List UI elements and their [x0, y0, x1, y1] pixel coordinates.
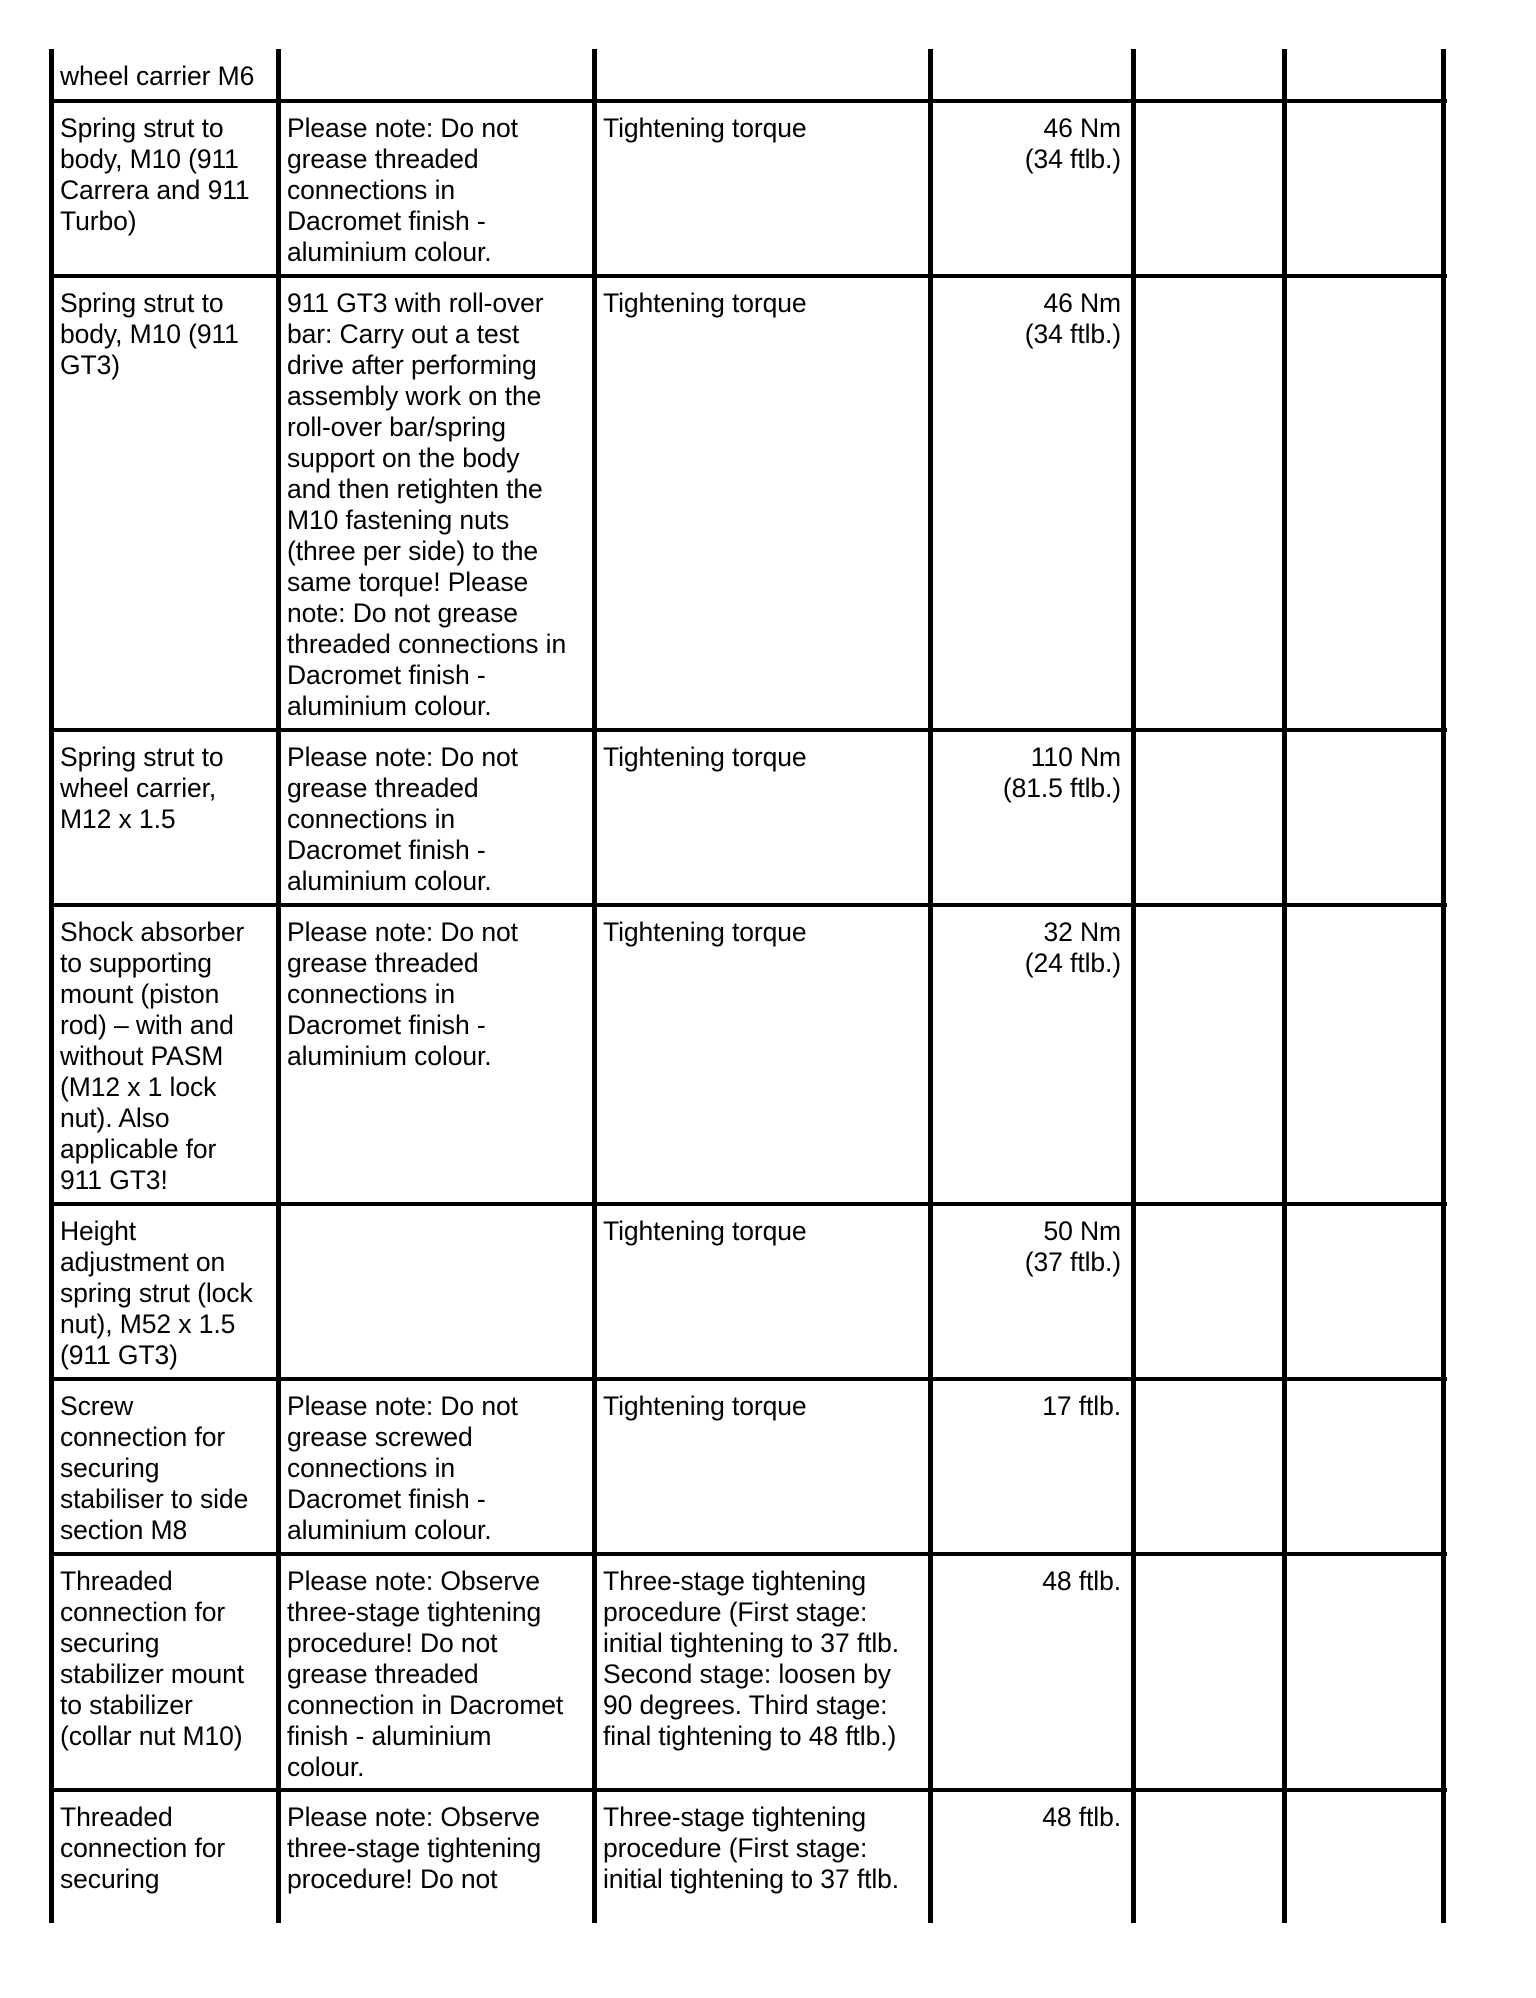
torque-value-cell: 110 Nm (81.5 ftlb.) — [1002, 742, 1121, 803]
note-cell: Please note: Do not grease threaded connections in Dacromet finish - aluminium colour. — [287, 742, 518, 896]
row-border — [49, 1788, 1447, 1792]
type-cell: Tightening torque — [603, 1216, 807, 1246]
type-cell: Tightening torque — [603, 1391, 807, 1421]
component-cell: Spring strut to body, M10 (911 Carrera and 911 Turbo) — [60, 113, 250, 236]
column-border — [928, 49, 933, 1923]
torque-value-cell: 32 Nm (24 ftlb.) — [1024, 917, 1121, 978]
type-cell: Tightening torque — [603, 742, 807, 772]
component-cell: Threaded connection for securing stabilizer mount to stabilizer (collar nut M10) — [60, 1566, 244, 1751]
torque-value-cell: 50 Nm (37 ftlb.) — [1024, 1216, 1121, 1277]
row-border — [49, 99, 1447, 103]
component-cell: Threaded connection for securing — [60, 1802, 226, 1894]
note-cell: Please note: Observe three-stage tightening procedure! Do not grease threaded connection in Dacromet finish - aluminium colour. — [287, 1566, 564, 1782]
component-cell: Shock absorber to supporting mount (piston rod) – with and without PASM (M12 x 1 lock nut). Also applicable for 911 GT3! — [60, 917, 245, 1195]
component-cell: Screw connection for securing stabiliser to side section M8 — [60, 1391, 249, 1545]
row-border — [49, 1202, 1447, 1206]
note-cell: 911 GT3 with roll-over bar: Carry out a test drive after performing assembly work on the roll-over bar/spring support on the body and then retighten the M10 fastening nuts (three per side) to the same torque! Please note: Do not grease threaded connections in Dacromet finish - aluminium colour. — [287, 288, 567, 721]
type-cell: Tightening torque — [603, 113, 807, 143]
type-cell: Tightening torque — [603, 917, 807, 947]
component-cell: Spring strut to body, M10 (911 GT3) — [60, 288, 239, 380]
row-border — [49, 903, 1447, 907]
component-cell: Spring strut to wheel carrier, M12 x 1.5 — [60, 742, 224, 834]
component-cell: wheel carrier M6 — [60, 61, 255, 91]
column-border — [1282, 49, 1287, 1923]
type-cell: Three-stage tightening procedure (First stage: initial tightening to 37 ftlb. Second stage: loosen by 90 degrees. Third stage: final tightening to 48 ftlb.) — [603, 1566, 900, 1751]
row-border — [49, 728, 1447, 732]
row-border — [49, 1552, 1447, 1556]
type-cell: Three-stage tightening procedure (First stage: initial tightening to 37 ftlb. — [603, 1802, 900, 1894]
type-cell: Tightening torque — [603, 288, 807, 318]
column-border — [592, 49, 597, 1923]
torque-value-cell: 46 Nm (34 ftlb.) — [1024, 288, 1121, 349]
torque-value-cell: 48 ftlb. — [1042, 1802, 1121, 1832]
torque-value-cell: 48 ftlb. — [1042, 1566, 1121, 1596]
component-cell: Height adjustment on spring strut (lock nut), M52 x 1.5 (911 GT3) — [60, 1216, 253, 1370]
row-border — [49, 1377, 1447, 1381]
row-border — [49, 274, 1447, 278]
note-cell: Please note: Observe three-stage tightening procedure! Do not — [287, 1802, 542, 1894]
column-border — [1441, 49, 1446, 1923]
column-border — [49, 49, 54, 1923]
column-border — [1131, 49, 1136, 1923]
note-cell: Please note: Do not grease screwed connections in Dacromet finish - aluminium colour. — [287, 1391, 518, 1545]
note-cell: Please note: Do not grease threaded connections in Dacromet finish - aluminium colour. — [287, 917, 518, 1071]
note-cell: Please note: Do not grease threaded connections in Dacromet finish - aluminium colour. — [287, 113, 518, 267]
column-border — [276, 49, 281, 1923]
torque-spec-table — [49, 49, 1447, 1923]
torque-value-cell: 46 Nm (34 ftlb.) — [1024, 113, 1121, 174]
torque-value-cell: 17 ftlb. — [1042, 1391, 1121, 1421]
